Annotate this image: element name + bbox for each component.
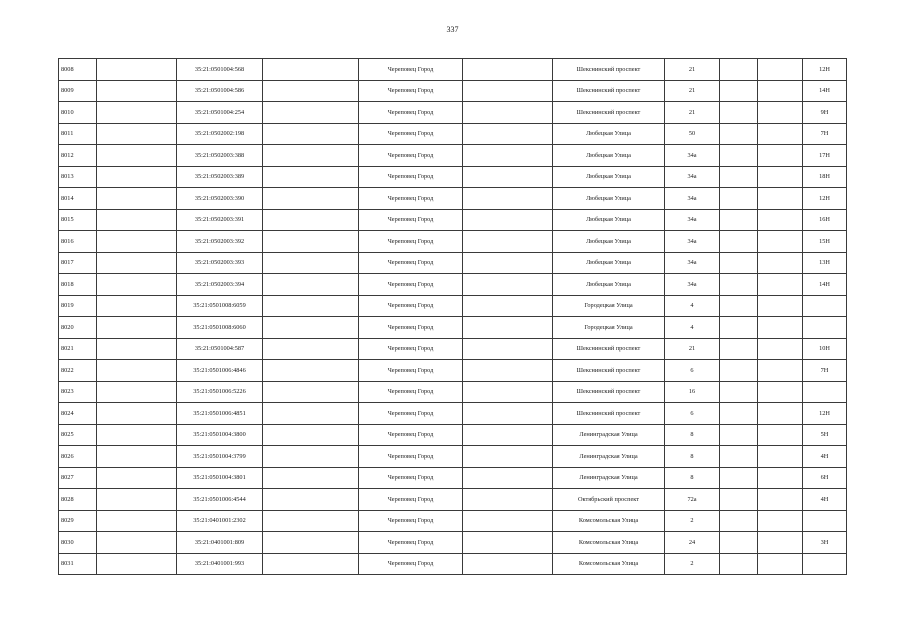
empty-cell <box>463 338 553 360</box>
city-cell: Череповец Город <box>359 360 463 382</box>
empty-cell <box>263 446 359 468</box>
row-number-cell: 8026 <box>59 446 97 468</box>
empty-cell <box>720 295 758 317</box>
empty-cell <box>263 145 359 167</box>
table-row <box>59 80 847 102</box>
empty-cell <box>263 532 359 554</box>
street-cell: Комсомольская Улица <box>553 510 665 532</box>
row-number-cell: 8019 <box>59 295 97 317</box>
empty-cell <box>720 209 758 231</box>
empty-cell <box>720 338 758 360</box>
cadastral-number-cell: 35:21:0502003:393 <box>177 252 263 274</box>
property-registry-table <box>58 58 847 575</box>
empty-cell <box>463 510 553 532</box>
city-cell: Череповец Город <box>359 532 463 554</box>
empty-cell <box>758 360 803 382</box>
empty-cell <box>97 403 177 425</box>
city-cell: Череповец Город <box>359 338 463 360</box>
street-cell: Шекснинский проспект <box>553 360 665 382</box>
empty-cell <box>97 252 177 274</box>
street-cell: Любецкая Улица <box>553 231 665 253</box>
street-cell: Любецкая Улица <box>553 123 665 145</box>
empty-cell <box>720 510 758 532</box>
premises-number-cell: 12Н <box>803 59 847 81</box>
empty-cell <box>720 381 758 403</box>
street-cell: Любецкая Улица <box>553 274 665 296</box>
empty-cell <box>758 59 803 81</box>
empty-cell <box>758 80 803 102</box>
house-number-cell: 21 <box>665 338 720 360</box>
empty-cell <box>720 80 758 102</box>
street-cell: Любецкая Улица <box>553 188 665 210</box>
empty-cell <box>463 446 553 468</box>
empty-cell <box>97 209 177 231</box>
empty-cell <box>758 446 803 468</box>
premises-number-cell: 15Н <box>803 231 847 253</box>
empty-cell <box>263 424 359 446</box>
premises-number-cell: 4Н <box>803 489 847 511</box>
empty-cell <box>720 467 758 489</box>
city-cell: Череповец Город <box>359 510 463 532</box>
street-cell: Комсомольская Улица <box>553 532 665 554</box>
table-row <box>59 338 847 360</box>
house-number-cell: 2 <box>665 553 720 575</box>
city-cell: Череповец Город <box>359 274 463 296</box>
cadastral-number-cell: 35:21:0501006:4846 <box>177 360 263 382</box>
empty-cell <box>263 274 359 296</box>
empty-cell <box>720 59 758 81</box>
table-row <box>59 317 847 339</box>
row-number-cell: 8030 <box>59 532 97 554</box>
street-cell: Шекснинский проспект <box>553 381 665 403</box>
empty-cell <box>263 80 359 102</box>
table-row <box>59 424 847 446</box>
empty-cell <box>758 317 803 339</box>
empty-cell <box>263 166 359 188</box>
row-number-cell: 8017 <box>59 252 97 274</box>
empty-cell <box>463 403 553 425</box>
empty-cell <box>720 274 758 296</box>
empty-cell <box>720 553 758 575</box>
empty-cell <box>97 80 177 102</box>
empty-cell <box>97 553 177 575</box>
city-cell: Череповец Город <box>359 102 463 124</box>
empty-cell <box>97 274 177 296</box>
row-number-cell: 8018 <box>59 274 97 296</box>
city-cell: Череповец Город <box>359 489 463 511</box>
empty-cell <box>263 209 359 231</box>
table-row <box>59 252 847 274</box>
row-number-cell: 8016 <box>59 231 97 253</box>
row-number-cell: 8031 <box>59 553 97 575</box>
table-row <box>59 59 847 81</box>
city-cell: Череповец Город <box>359 467 463 489</box>
empty-cell <box>263 510 359 532</box>
premises-number-cell <box>803 295 847 317</box>
table-row <box>59 360 847 382</box>
house-number-cell: 34а <box>665 166 720 188</box>
cadastral-number-cell: 35:21:0401001:809 <box>177 532 263 554</box>
table-row <box>59 553 847 575</box>
cadastral-number-cell: 35:21:0501008:6060 <box>177 317 263 339</box>
house-number-cell: 4 <box>665 317 720 339</box>
row-number-cell: 8015 <box>59 209 97 231</box>
city-cell: Череповец Город <box>359 123 463 145</box>
empty-cell <box>263 231 359 253</box>
house-number-cell: 4 <box>665 295 720 317</box>
cadastral-number-cell: 35:21:0501008:6059 <box>177 295 263 317</box>
table-row <box>59 467 847 489</box>
premises-number-cell: 9Н <box>803 102 847 124</box>
house-number-cell: 34а <box>665 188 720 210</box>
row-number-cell: 8012 <box>59 145 97 167</box>
empty-cell <box>97 145 177 167</box>
premises-number-cell <box>803 381 847 403</box>
street-cell: Комсомольская Улица <box>553 553 665 575</box>
city-cell: Череповец Город <box>359 252 463 274</box>
empty-cell <box>720 252 758 274</box>
empty-cell <box>463 553 553 575</box>
cadastral-number-cell: 35:21:0501006:5226 <box>177 381 263 403</box>
empty-cell <box>463 102 553 124</box>
row-number-cell: 8024 <box>59 403 97 425</box>
city-cell: Череповец Город <box>359 188 463 210</box>
cadastral-number-cell: 35:21:0501004:254 <box>177 102 263 124</box>
empty-cell <box>463 209 553 231</box>
table-row <box>59 231 847 253</box>
empty-cell <box>97 231 177 253</box>
empty-cell <box>758 532 803 554</box>
row-number-cell: 8020 <box>59 317 97 339</box>
empty-cell <box>263 381 359 403</box>
premises-number-cell: 7Н <box>803 123 847 145</box>
empty-cell <box>263 252 359 274</box>
cadastral-number-cell: 35:21:0501004:586 <box>177 80 263 102</box>
empty-cell <box>463 360 553 382</box>
house-number-cell: 8 <box>665 467 720 489</box>
empty-cell <box>720 231 758 253</box>
empty-cell <box>97 510 177 532</box>
street-cell: Городецкая Улица <box>553 317 665 339</box>
premises-number-cell <box>803 510 847 532</box>
empty-cell <box>263 338 359 360</box>
empty-cell <box>720 532 758 554</box>
empty-cell <box>463 424 553 446</box>
row-number-cell: 8023 <box>59 381 97 403</box>
row-number-cell: 8027 <box>59 467 97 489</box>
street-cell: Любецкая Улица <box>553 209 665 231</box>
empty-cell <box>97 360 177 382</box>
empty-cell <box>720 102 758 124</box>
city-cell: Череповец Город <box>359 424 463 446</box>
city-cell: Череповец Город <box>359 59 463 81</box>
street-cell: Шекснинский проспект <box>553 338 665 360</box>
table-row <box>59 145 847 167</box>
street-cell: Шекснинский проспект <box>553 80 665 102</box>
house-number-cell: 16 <box>665 381 720 403</box>
row-number-cell: 8009 <box>59 80 97 102</box>
house-number-cell: 6 <box>665 403 720 425</box>
street-cell: Шекснинский проспект <box>553 59 665 81</box>
empty-cell <box>720 489 758 511</box>
premises-number-cell: 16Н <box>803 209 847 231</box>
empty-cell <box>463 295 553 317</box>
empty-cell <box>758 553 803 575</box>
row-number-cell: 8011 <box>59 123 97 145</box>
empty-cell <box>758 231 803 253</box>
premises-number-cell: 4Н <box>803 446 847 468</box>
empty-cell <box>758 166 803 188</box>
empty-cell <box>97 467 177 489</box>
street-cell: Ленинградская Улица <box>553 467 665 489</box>
empty-cell <box>463 381 553 403</box>
empty-cell <box>463 317 553 339</box>
empty-cell <box>758 102 803 124</box>
cadastral-number-cell: 35:21:0401001:2302 <box>177 510 263 532</box>
empty-cell <box>463 532 553 554</box>
premises-number-cell: 6Н <box>803 467 847 489</box>
empty-cell <box>720 403 758 425</box>
premises-number-cell: 14Н <box>803 80 847 102</box>
empty-cell <box>758 295 803 317</box>
empty-cell <box>263 123 359 145</box>
empty-cell <box>463 231 553 253</box>
empty-cell <box>97 532 177 554</box>
table-body <box>59 59 847 575</box>
empty-cell <box>758 403 803 425</box>
table-row <box>59 188 847 210</box>
empty-cell <box>758 252 803 274</box>
table-row <box>59 446 847 468</box>
empty-cell <box>97 381 177 403</box>
house-number-cell: 24 <box>665 532 720 554</box>
empty-cell <box>463 252 553 274</box>
cadastral-number-cell: 35:21:0502002:198 <box>177 123 263 145</box>
premises-number-cell: 17Н <box>803 145 847 167</box>
street-cell: Ленинградская Улица <box>553 424 665 446</box>
premises-number-cell: 3Н <box>803 532 847 554</box>
house-number-cell: 8 <box>665 424 720 446</box>
empty-cell <box>97 489 177 511</box>
row-number-cell: 8008 <box>59 59 97 81</box>
empty-cell <box>463 59 553 81</box>
empty-cell <box>97 317 177 339</box>
empty-cell <box>263 295 359 317</box>
city-cell: Череповец Город <box>359 446 463 468</box>
cadastral-number-cell: 35:21:0501004:587 <box>177 338 263 360</box>
table-row <box>59 403 847 425</box>
cadastral-number-cell: 35:21:0502003:394 <box>177 274 263 296</box>
empty-cell <box>720 446 758 468</box>
city-cell: Череповец Город <box>359 553 463 575</box>
empty-cell <box>463 166 553 188</box>
premises-number-cell: 7Н <box>803 360 847 382</box>
city-cell: Череповец Город <box>359 317 463 339</box>
cadastral-number-cell: 35:21:0501006:4544 <box>177 489 263 511</box>
empty-cell <box>97 295 177 317</box>
empty-cell <box>758 338 803 360</box>
row-number-cell: 8013 <box>59 166 97 188</box>
house-number-cell: 34а <box>665 231 720 253</box>
empty-cell <box>263 467 359 489</box>
empty-cell <box>463 188 553 210</box>
empty-cell <box>758 424 803 446</box>
city-cell: Череповец Город <box>359 403 463 425</box>
street-cell: Шекснинский проспект <box>553 102 665 124</box>
table-row <box>59 532 847 554</box>
empty-cell <box>463 145 553 167</box>
cadastral-number-cell: 35:21:0502003:392 <box>177 231 263 253</box>
empty-cell <box>758 489 803 511</box>
empty-cell <box>720 360 758 382</box>
empty-cell <box>97 166 177 188</box>
table-row <box>59 510 847 532</box>
premises-number-cell: 10Н <box>803 338 847 360</box>
cadastral-number-cell: 35:21:0502003:390 <box>177 188 263 210</box>
empty-cell <box>97 59 177 81</box>
empty-cell <box>758 188 803 210</box>
city-cell: Череповец Город <box>359 80 463 102</box>
table-row <box>59 123 847 145</box>
street-cell: Шекснинский проспект <box>553 403 665 425</box>
empty-cell <box>263 360 359 382</box>
empty-cell <box>263 489 359 511</box>
empty-cell <box>263 102 359 124</box>
street-cell: Ленинградская Улица <box>553 446 665 468</box>
table-row <box>59 166 847 188</box>
street-cell: Октябрьский проспект <box>553 489 665 511</box>
premises-number-cell: 12Н <box>803 403 847 425</box>
house-number-cell: 50 <box>665 123 720 145</box>
empty-cell <box>263 403 359 425</box>
cadastral-number-cell: 35:21:0401001:993 <box>177 553 263 575</box>
empty-cell <box>463 274 553 296</box>
empty-cell <box>463 467 553 489</box>
cadastral-number-cell: 35:21:0501004:3799 <box>177 446 263 468</box>
house-number-cell: 21 <box>665 59 720 81</box>
table-row <box>59 381 847 403</box>
cadastral-number-cell: 35:21:0502003:388 <box>177 145 263 167</box>
city-cell: Череповец Город <box>359 209 463 231</box>
empty-cell <box>97 123 177 145</box>
table-row <box>59 274 847 296</box>
cadastral-number-cell: 35:21:0502003:389 <box>177 166 263 188</box>
empty-cell <box>463 489 553 511</box>
house-number-cell: 34а <box>665 274 720 296</box>
house-number-cell: 34а <box>665 252 720 274</box>
empty-cell <box>97 102 177 124</box>
empty-cell <box>263 553 359 575</box>
house-number-cell: 6 <box>665 360 720 382</box>
premises-number-cell: 12Н <box>803 188 847 210</box>
house-number-cell: 2 <box>665 510 720 532</box>
empty-cell <box>97 188 177 210</box>
empty-cell <box>97 424 177 446</box>
empty-cell <box>720 145 758 167</box>
city-cell: Череповец Город <box>359 231 463 253</box>
row-number-cell: 8010 <box>59 102 97 124</box>
empty-cell <box>720 123 758 145</box>
premises-number-cell: 5Н <box>803 424 847 446</box>
table-row <box>59 102 847 124</box>
row-number-cell: 8028 <box>59 489 97 511</box>
empty-cell <box>263 59 359 81</box>
city-cell: Череповец Город <box>359 145 463 167</box>
street-cell: Любецкая Улица <box>553 252 665 274</box>
page-number: 337 <box>446 25 459 34</box>
empty-cell <box>720 188 758 210</box>
empty-cell <box>758 209 803 231</box>
row-number-cell: 8021 <box>59 338 97 360</box>
empty-cell <box>758 510 803 532</box>
premises-number-cell <box>803 317 847 339</box>
row-number-cell: 8029 <box>59 510 97 532</box>
premises-number-cell <box>803 553 847 575</box>
city-cell: Череповец Город <box>359 295 463 317</box>
table-row <box>59 209 847 231</box>
empty-cell <box>758 274 803 296</box>
empty-cell <box>758 145 803 167</box>
empty-cell <box>758 467 803 489</box>
row-number-cell: 8022 <box>59 360 97 382</box>
cadastral-number-cell: 35:21:0501006:4851 <box>177 403 263 425</box>
house-number-cell: 21 <box>665 102 720 124</box>
empty-cell <box>97 338 177 360</box>
cadastral-number-cell: 35:21:0501004:3801 <box>177 467 263 489</box>
empty-cell <box>263 317 359 339</box>
empty-cell <box>463 123 553 145</box>
street-cell: Любецкая Улица <box>553 145 665 167</box>
row-number-cell: 8014 <box>59 188 97 210</box>
row-number-cell: 8025 <box>59 424 97 446</box>
street-cell: Любецкая Улица <box>553 166 665 188</box>
premises-number-cell: 18Н <box>803 166 847 188</box>
premises-number-cell: 14Н <box>803 274 847 296</box>
house-number-cell: 34а <box>665 209 720 231</box>
house-number-cell: 8 <box>665 446 720 468</box>
street-cell: Городецкая Улица <box>553 295 665 317</box>
empty-cell <box>463 80 553 102</box>
premises-number-cell: 13Н <box>803 252 847 274</box>
house-number-cell: 34а <box>665 145 720 167</box>
cadastral-number-cell: 35:21:0501004:3800 <box>177 424 263 446</box>
house-number-cell: 21 <box>665 80 720 102</box>
empty-cell <box>97 446 177 468</box>
empty-cell <box>758 381 803 403</box>
empty-cell <box>720 166 758 188</box>
city-cell: Череповец Город <box>359 166 463 188</box>
table-row <box>59 295 847 317</box>
cadastral-number-cell: 35:21:0501004:568 <box>177 59 263 81</box>
empty-cell <box>720 424 758 446</box>
house-number-cell: 72а <box>665 489 720 511</box>
empty-cell <box>758 123 803 145</box>
table-row <box>59 489 847 511</box>
city-cell: Череповец Город <box>359 381 463 403</box>
empty-cell <box>720 317 758 339</box>
cadastral-number-cell: 35:21:0502003:391 <box>177 209 263 231</box>
empty-cell <box>263 188 359 210</box>
